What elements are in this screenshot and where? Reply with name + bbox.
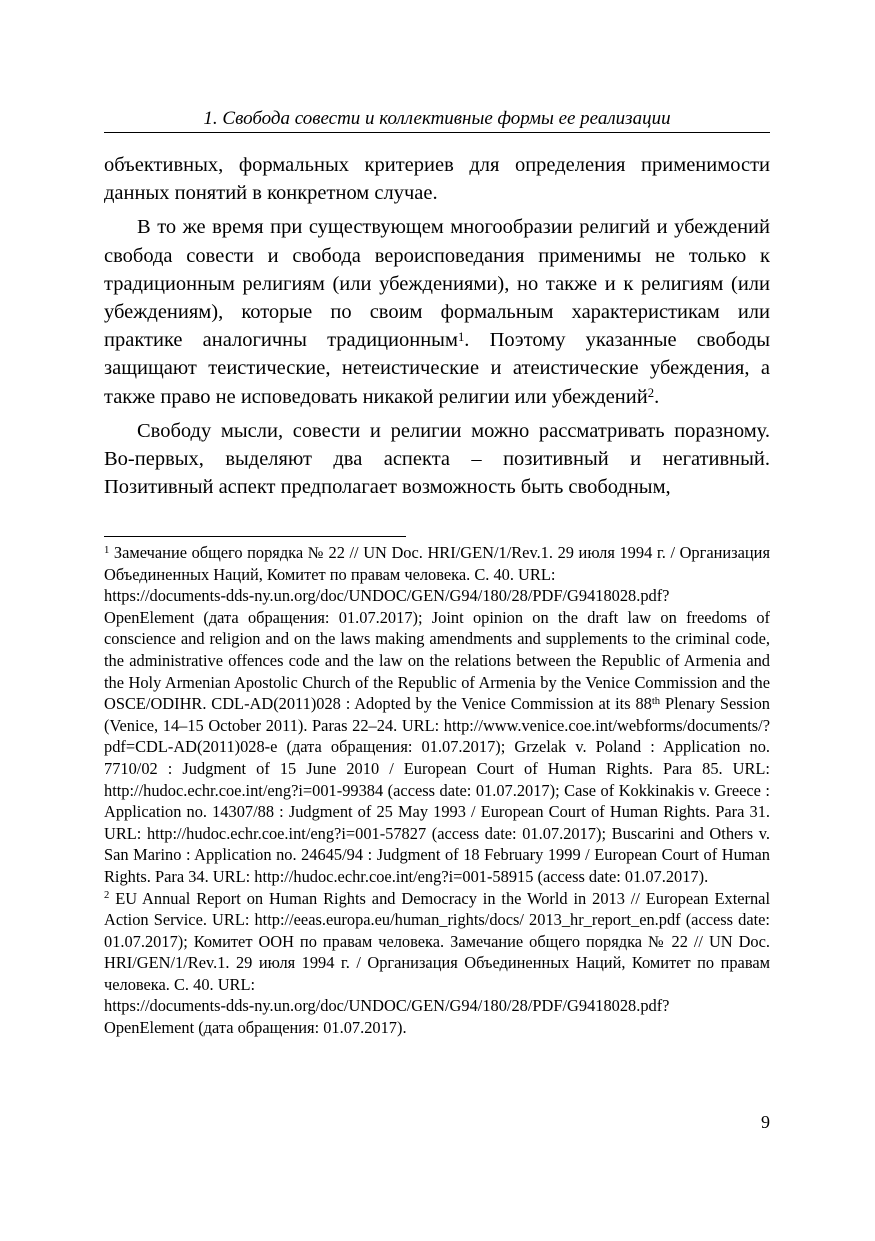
footnote-2-text-a: EU Annual Report on Human Rights and Democracy in the World in 2013 // European External Action Service. URL: http://eeas.europa.eu/human_rights/docs/ 2013_hr_report_en.pdf (access date: 01.07.2017); Комитет ООН по правам человека. Замечание общего порядка № 22 // UN Doc. HRI/GEN/1/Rev.1. 29 июля 1994 г. / Организация Объединенных Наций, Комитет по правам человека. С. 40. URL:: [104, 888, 770, 994]
footnote-2-mark: 2: [104, 890, 110, 902]
footnotes: [104, 542, 770, 1039]
footnote-2-url[interactable]: https://documents-dds-ny.un.org/doc/UNDOC/GEN/G94/180/28/PDF/G9418028.pdf?: [104, 996, 670, 1016]
paragraph-1: объективных, формальных критериев для определения применимости данных понятий в конкретном случае.: [104, 154, 770, 205]
footnote-2-lead: [104, 888, 770, 996]
footnote-1-text-c: Plenary Session (Venice, 14–15 October 2011). Paras 22–24. URL: http://www.venice.coe.int/webforms/documents/?pdf=CDL-AD(2011)028-e (дата обращения: 01.07.2017); Grzelak v. Poland : Application no. 7710/02 : Judgment of 15 June 2010 / European Court of Human Rights. Para 85. URL: http://hudoc.echr.coe.int/eng?i=001-99384 (access date: 01.07.2017); Case of Kokkinakis v. Greece : Application no. 14307/88 : Judgment of 25 May 1993 / European Court of Human Rights. Para 31. URL: http://hudoc.echr.coe.int/eng?i=001-57827 (access date: 01.07.2017); Buscarini and Others v. San Marino : Application no. 24645/94 : Judgment of 18 February 1999 / European Court of Human Rights. Para 34. URL: http://hudoc.echr.coe.int/eng?i=001-58915 (access date: 01.07.2017).: [104, 694, 770, 886]
footnote-1-lead: [104, 542, 770, 585]
footnote-2-tail: OpenElement (дата обращения: 01.07.2017).: [104, 1018, 407, 1038]
paragraph-2-part-b: . Поэтому указанные свободы защищают теистические, нетеистические и атеистические убеждения, а также право не исповедовать никакой религии или убеждений: [104, 329, 770, 408]
page-number: 9: [761, 1112, 770, 1132]
paragraph-3: Свободу мысли, совести и религии можно рассматривать поразному. Во-первых, выделяют два аспекта – позитивный и негативный. Позитивный аспект предполагает возможность быть свободным,: [104, 419, 770, 499]
footnote-1-url[interactable]: https://documents-dds-ny.un.org/doc/UNDOC/GEN/G94/180/28/PDF/G9418028.pdf?: [104, 586, 670, 606]
footnote-1-text-a: Замечание общего порядка № 22 // UN Doc. HRI/GEN/1/Rev.1. 29 июля 1994 г. / Организация Объединенных Наций, Комитет по правам человека. С. 40. URL:: [104, 543, 770, 584]
footnote-ref-2[interactable]: 2: [647, 385, 655, 400]
footnote-1-th: th: [651, 695, 661, 707]
footnote-1-body: [104, 607, 770, 888]
running-head: 1. Свобода совести и коллективные формы ее реализации: [203, 108, 671, 129]
footnote-1-text-b: OpenElement (дата обращения: 01.07.2017); Joint opinion on the draft law on freedoms of conscience and religion and on the laws making amendments and supplements to the criminal code, the administrative offences code and the law on the relations between the Republic of Armenia and the Holy Armenian Apostolic Church of the Republic of Armenia by the Venice Commission and the OSCE/ODIHR. CDL-AD(2011)028 : Adopted by the Venice Commission at its 88: [104, 607, 770, 714]
main-text: [104, 151, 770, 501]
footnote-1-mark: 1: [104, 544, 110, 556]
paragraph-2-part-c: .: [654, 385, 660, 408]
paragraph-2: [104, 213, 770, 410]
footnote-separator: [104, 536, 406, 537]
footnote-ref-1[interactable]: 1: [457, 329, 465, 344]
header-rule: [104, 132, 770, 133]
paragraph-2-part-a: В то же время при существующем многообразии религий и убеждений свобода совести и свобода вероисповедания применимы не только к традиционным религиям (или убеждениями), но также и к религиям (или убеждениям), которые по своим формальным характеристикам или практике аналогичны традиционным: [104, 216, 770, 352]
